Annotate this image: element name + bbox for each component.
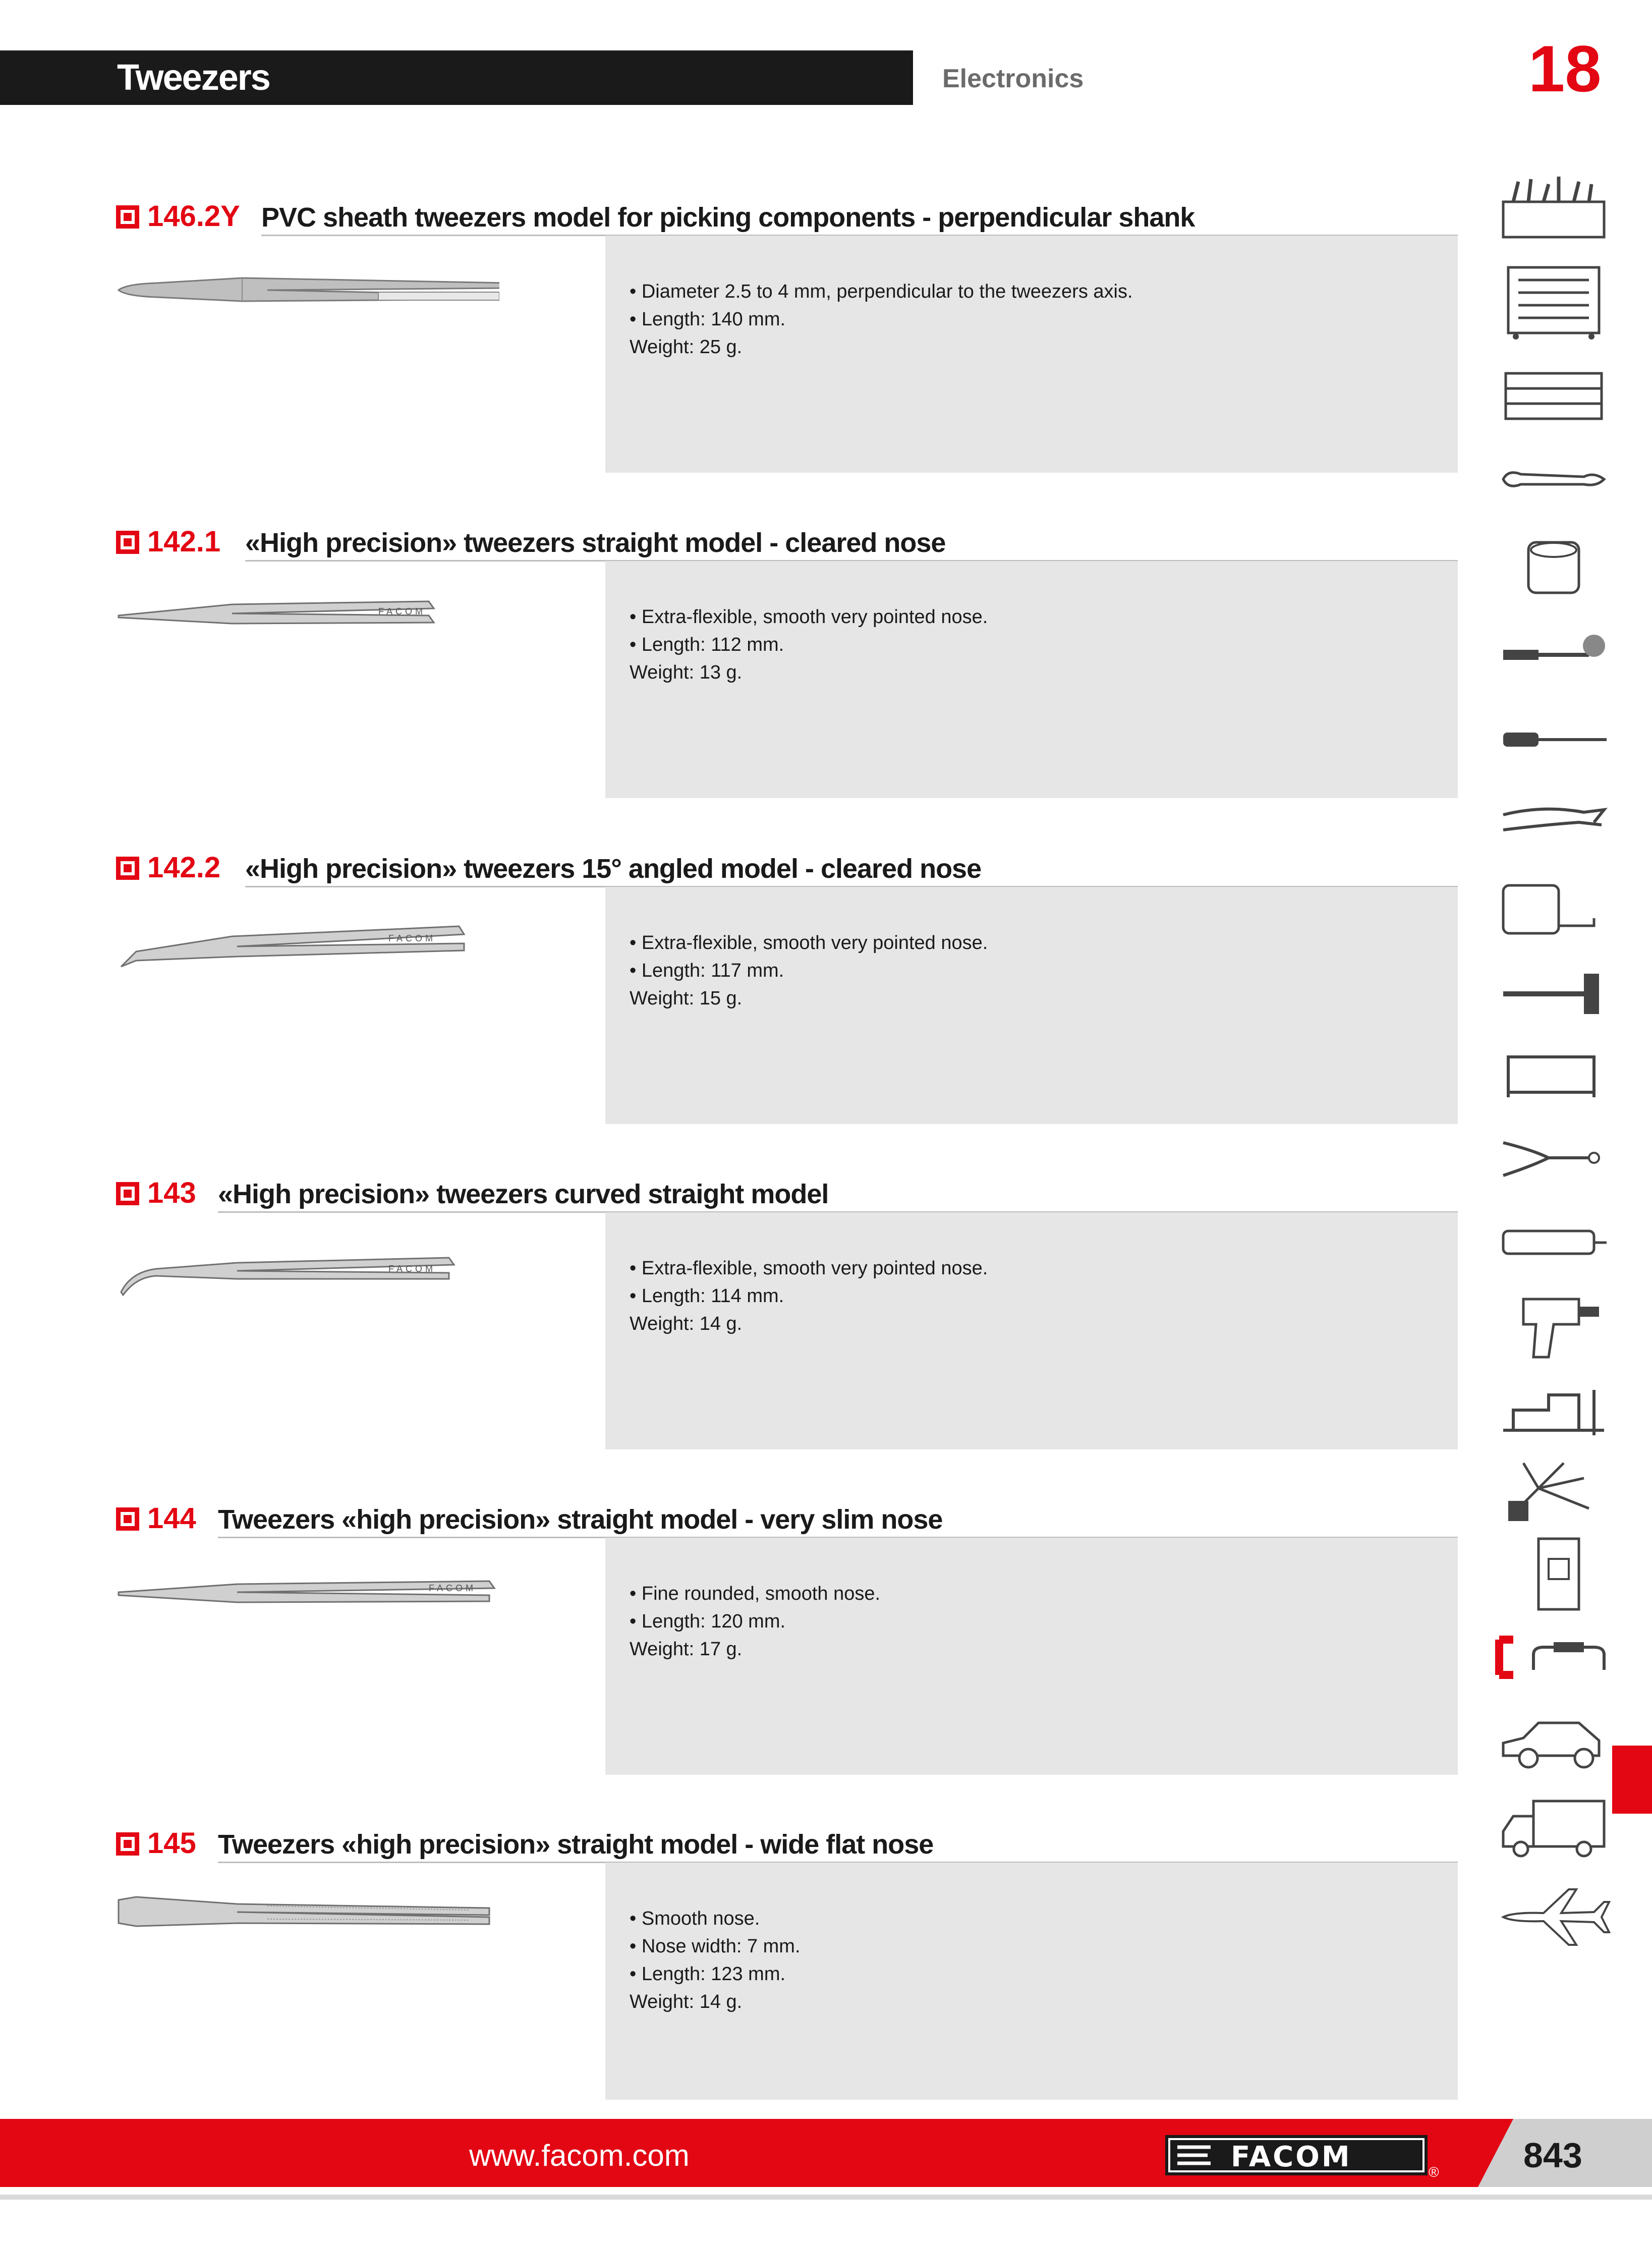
spec-line: • Extra-flexible, smooth very pointed nose. [630,1258,988,1279]
product-bullet-icon [116,857,139,880]
spec-line: • Diameter 2.5 to 4 mm, perpendicular to the tweezers axis. [630,281,1133,302]
puller-icon[interactable] [1493,1120,1614,1196]
product-header [116,1176,1458,1211]
product-145 [116,1826,1458,2109]
tweezers-image [116,891,499,992]
product-144 [116,1501,1458,1784]
engraving-label: FACOM [388,1264,436,1274]
product-bullet-icon [116,205,139,229]
product-143 [116,1176,1458,1459]
tweezers-image [116,1867,499,1968]
spec-line: • Length: 114 mm. [630,1285,784,1307]
vise-icon[interactable] [1493,1370,1614,1445]
spec-box [605,1538,1458,1775]
roller-cabinet-icon[interactable] [1493,265,1614,341]
section-label: Electronics [942,64,1084,93]
spec-box [605,236,1458,473]
product-title: «High precision» tweezers 15° angled model - cleared nose [245,854,982,884]
spec-line: Weight: 14 g. [630,1313,743,1334]
drawer-icon[interactable] [1493,358,1614,434]
pliers-icon[interactable] [1493,784,1614,860]
chapter-number: 18 [1528,32,1602,105]
spec-box [605,887,1458,1124]
ratchet-icon[interactable] [1493,615,1614,691]
active-chapter-tab [1612,1746,1652,1814]
impact-wrench-icon[interactable] [1493,1286,1614,1362]
product-title: Tweezers «high precision» straight model - wide flat nose [218,1829,934,1860]
product-146-2y [116,199,1458,482]
electronics-icon[interactable] [1493,1619,1614,1695]
spec-line: • Smooth nose. [630,1908,760,1929]
product-bullet-icon [116,531,139,554]
product-bullet-icon [116,1832,139,1856]
tool-box-icon[interactable] [1493,172,1614,247]
screwdriver-icon[interactable] [1493,701,1614,777]
spec-line: Weight: 17 g. [630,1639,743,1660]
product-title: PVC sheath tweezers model for picking components - perpendicular shank [261,202,1195,233]
tweezers-image [116,240,499,341]
hacksaw-icon[interactable] [1493,1037,1614,1112]
spec-line: • Length: 140 mm. [630,309,786,330]
spec-line: • Length: 117 mm. [630,960,784,981]
spec-line: • Extra-flexible, smooth very pointed nose. [630,606,988,628]
combination-wrench-icon[interactable] [1493,444,1614,520]
tweezers-image [116,1216,499,1317]
tweezers-image [116,565,499,666]
product-ref: 144 [147,1502,196,1535]
footer-rule [0,2195,1652,2200]
airplane-icon[interactable] [1493,1877,1614,1952]
facom-logo [1165,2134,1448,2176]
tape-measure-icon[interactable] [1493,870,1614,946]
product-ref: 142.1 [147,525,221,558]
product-ref: 142.2 [147,851,221,884]
engraving-label: FACOM [388,933,436,943]
circuit-breaker-icon[interactable] [1493,1536,1614,1612]
product-bullet-icon [116,1182,139,1205]
spec-box [605,1863,1458,2100]
product-title: «High precision» tweezers curved straight model [218,1179,829,1209]
product-ref: 145 [147,1827,196,1860]
page-number: 843 [1523,2136,1582,2175]
socket-icon[interactable] [1493,530,1614,605]
spec-line: Weight: 14 g. [630,1991,743,2012]
spec-line: Weight: 25 g. [630,337,743,358]
spec-line: Weight: 13 g. [630,662,743,683]
registered-mark: ® [1429,2164,1439,2180]
page-title: Tweezers [117,58,270,98]
spec-box [605,1212,1458,1449]
footer-url-link[interactable]: www.facom.com [469,2139,690,2172]
engraving-label: FACOM [378,606,426,616]
truck-icon[interactable] [1493,1791,1614,1867]
hammer-icon[interactable] [1493,954,1614,1029]
spec-line: • Fine rounded, smooth nose. [630,1583,881,1604]
product-bullet-icon [116,1507,139,1531]
engraving-label: FACOM [429,1583,477,1593]
product-header [116,1826,1458,1862]
svg-text:FACOM: FACOM [1231,2141,1352,2173]
car-icon[interactable] [1493,1705,1614,1781]
product-header [116,1501,1458,1537]
product-header [116,851,1458,886]
spec-line: • Extra-flexible, smooth very pointed nose. [630,932,988,954]
spec-line: • Length: 120 mm. [630,1611,786,1632]
safety-icon[interactable] [1493,1453,1614,1529]
product-title: Tweezers «high precision» straight model - very slim nose [218,1504,943,1535]
spec-line: • Nose width: 7 mm. [630,1936,801,1957]
spec-line: • Length: 123 mm. [630,1964,786,1985]
product-header [116,199,1458,235]
product-142-1 [116,525,1458,807]
product-title: «High precision» tweezers straight model - cleared nose [245,528,946,558]
tweezers-image [116,1542,499,1643]
product-142-2 [116,851,1458,1133]
spec-line: • Length: 112 mm. [630,634,784,655]
product-header [116,525,1458,560]
tester-icon[interactable] [1493,1203,1614,1279]
product-ref: 143 [147,1176,196,1209]
spec-box [605,561,1458,798]
product-ref: 146.2Y [147,200,240,233]
spec-line: Weight: 15 g. [630,988,743,1009]
